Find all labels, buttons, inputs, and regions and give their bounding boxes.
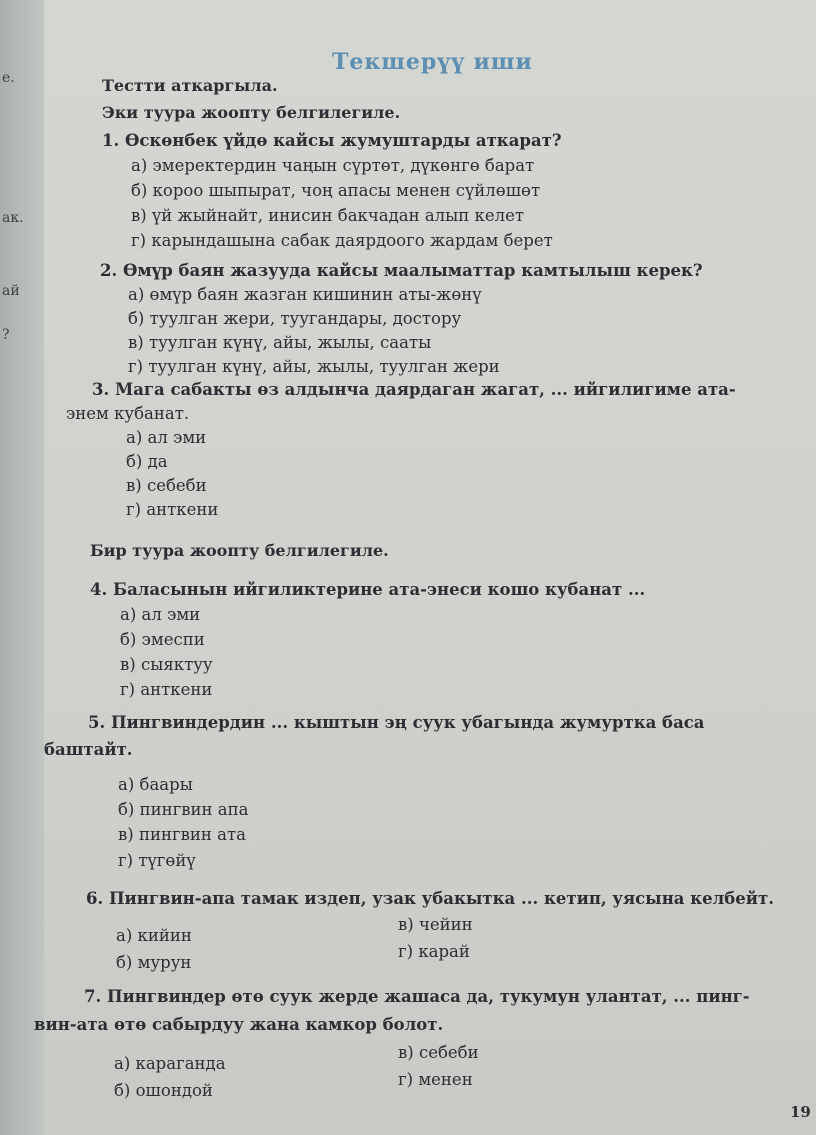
question-5-continuation: баштайт. (44, 740, 133, 759)
option-3a: а) ал эми (126, 428, 207, 447)
option-4a: а) ал эми (120, 605, 201, 624)
option-1a: а) эмеректердин чаңын сүртөт, дүкөнгө барат (131, 156, 535, 175)
option-6a: а) кийин (116, 926, 192, 945)
page-number: 19 (790, 1103, 811, 1121)
question-7-continuation: вин-ата өтө сабырдуу жана камкор болот. (34, 1015, 444, 1034)
option-7a: а) караганда (114, 1054, 226, 1073)
question-7: 7. Пингвиндер өтө суук жерде жашаса да, тукумун улантат, ... пинг- (84, 987, 750, 1006)
option-3d: г) анткени (126, 500, 219, 519)
margin-fragment: ак. (2, 210, 24, 226)
option-7b: б) ошондой (114, 1081, 213, 1100)
option-2a: а) өмүр баян жазган кишинин аты-жөнү (128, 285, 482, 304)
option-6b: б) мурун (116, 953, 192, 972)
question-3-continuation: энем кубанат. (66, 404, 190, 423)
option-6d: г) карай (398, 942, 470, 961)
option-1b: б) короо шыпырат, чоң апасы менен сүйлөшөт (131, 181, 541, 200)
question-5: 5. Пингвиндердин ... кыштын эң суук убагында жумуртка баса (88, 713, 705, 732)
instruction-text: Эки туура жоопту белгилегиле. (102, 103, 401, 122)
question-6: 6. Пингвин-апа тамак издеп, узак убакытка ... кетип, уясына келбейт. (86, 889, 774, 908)
option-6c: в) чейин (398, 915, 473, 934)
option-3b: б) да (126, 452, 168, 471)
option-3c: в) себеби (126, 476, 207, 495)
margin-fragment: ай (2, 283, 20, 299)
option-4c: в) сыяктуу (120, 655, 213, 674)
option-2c: в) туулган күнү, айы, жылы, сааты (128, 333, 432, 352)
margin-fragment: е. (2, 70, 15, 86)
question-2: 2. Өмүр баян жазууда кайсы маалыматтар камтылыш керек? (100, 261, 703, 280)
margin-fragment: ? (2, 327, 10, 343)
question-1: 1. Өскөнбек үйдө кайсы жумуштарды аткарат? (102, 131, 562, 150)
option-7d: г) менен (398, 1070, 473, 1089)
textbook-page (34, 0, 816, 1135)
page-title: Текшерүү иши (332, 49, 533, 75)
option-2b: б) туулган жери, туугандары, достору (128, 309, 462, 328)
option-5a: а) баары (118, 775, 193, 794)
question-4: 4. Баласынын ийгиликтерине ата-энеси кошо кубанат ... (90, 580, 646, 599)
adjacent-page-edge (0, 0, 44, 1135)
option-5c: в) пингвин ата (118, 825, 246, 844)
instruction-text: Бир туура жоопту белгилегиле. (90, 541, 389, 560)
instruction-text: Тестти аткаргыла. (102, 76, 278, 95)
option-4b: б) эмеспи (120, 630, 205, 649)
option-2d: г) туулган күнү, айы, жылы, туулган жери (128, 357, 500, 376)
option-5b: б) пингвин апа (118, 800, 249, 819)
question-3: 3. Мага сабакты өз алдынча даярдаган жагат, ... ийгилигиме ата- (92, 380, 736, 399)
option-1d: г) карындашына сабак даярдоого жардам берет (131, 231, 553, 250)
option-5d: г) түгөйү (118, 851, 196, 870)
option-4d: г) анткени (120, 680, 213, 699)
option-1c: в) үй жыйнайт, инисин бакчадан алып келет (131, 206, 524, 225)
option-7c: в) себеби (398, 1043, 479, 1062)
